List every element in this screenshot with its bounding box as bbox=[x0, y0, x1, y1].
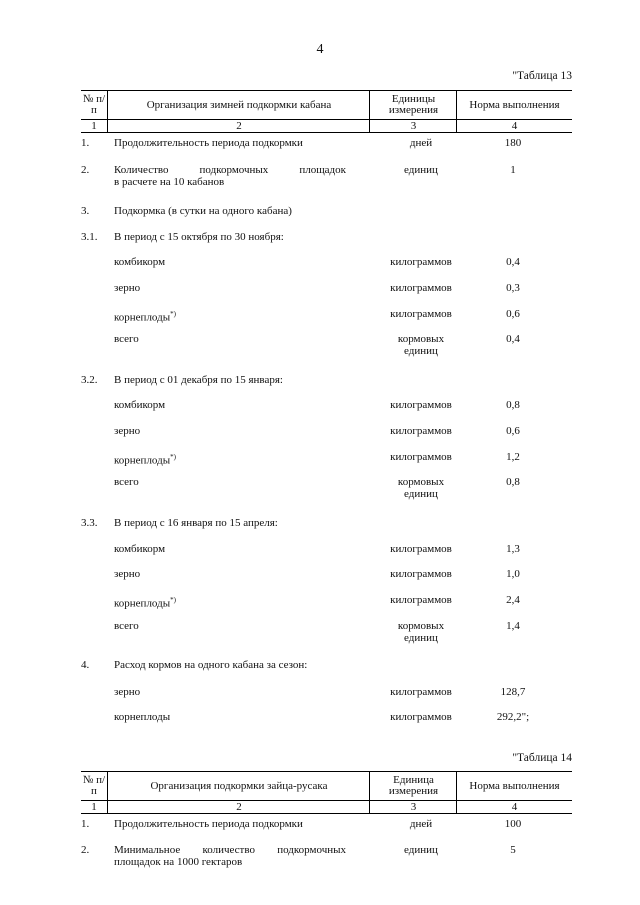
row-text-block bbox=[114, 164, 346, 188]
row-value: 0,8 bbox=[506, 399, 520, 411]
row-unit: килограммов bbox=[390, 568, 452, 580]
colnum-1: 1 bbox=[91, 119, 97, 132]
row-text: В период с 01 декабря по 15 января: bbox=[114, 374, 283, 386]
row-value: 0,4 bbox=[506, 256, 520, 268]
header-num: № п/п bbox=[82, 774, 106, 797]
colnum-2: 2 bbox=[107, 801, 370, 813]
row-unit: килограммов bbox=[390, 256, 452, 268]
header-num: № п/п bbox=[82, 93, 106, 116]
row-text: Продолжительность периода подкормки bbox=[114, 137, 303, 149]
row-unit: единиц bbox=[404, 844, 438, 856]
row-text: комбикорм bbox=[114, 256, 166, 268]
row-unit-block bbox=[361, 620, 481, 644]
row-value: 0,3 bbox=[506, 282, 520, 294]
row-text-line: площадок на 1000 гектаров bbox=[114, 856, 243, 868]
footnote-marker: *) bbox=[170, 310, 176, 318]
colnum-4: 4 bbox=[456, 801, 572, 813]
row-value: 2,4 bbox=[506, 594, 520, 606]
row-text: корнеплоды bbox=[114, 454, 171, 467]
header-name: Организация зимней подкормки кабана bbox=[107, 91, 370, 119]
row-text: Расход кормов на одного кабана за сезон: bbox=[114, 659, 308, 671]
row-value: 0,8 bbox=[506, 476, 520, 488]
row-text: В период с 15 октября по 30 ноября: bbox=[114, 231, 284, 243]
row-text-block bbox=[114, 451, 346, 467]
row-value: 180 bbox=[504, 137, 522, 149]
row-unit: кормовых bbox=[397, 620, 445, 632]
header-unit: Единицы измерения bbox=[369, 91, 457, 119]
row-unit-block bbox=[361, 476, 481, 500]
row-unit: дней bbox=[409, 137, 433, 149]
colnum-1: 1 bbox=[91, 800, 97, 813]
row-text: всего bbox=[114, 333, 139, 345]
table-14-header bbox=[81, 771, 572, 814]
column-number-row bbox=[81, 801, 572, 814]
colnum-4: 4 bbox=[456, 120, 572, 132]
row-value: 128,7 bbox=[500, 686, 526, 698]
row-unit: килограммов bbox=[390, 711, 452, 723]
row-num: 2. bbox=[81, 844, 90, 856]
row-text-block bbox=[114, 844, 346, 868]
colnum-2: 2 bbox=[107, 120, 370, 132]
row-value: 1,2 bbox=[506, 451, 520, 463]
row-text: зерно bbox=[114, 568, 141, 580]
row-unit: кормовых bbox=[397, 476, 445, 488]
row-text-line: в расчете на 10 кабанов bbox=[114, 176, 225, 188]
row-unit: килограммов bbox=[390, 282, 452, 294]
row-num: 1. bbox=[81, 818, 90, 830]
row-unit-block bbox=[361, 333, 481, 357]
row-text: корнеплоды bbox=[114, 711, 171, 723]
row-value: 0,6 bbox=[506, 425, 520, 437]
row-unit: кормовых bbox=[397, 333, 445, 345]
row-value: 1,0 bbox=[506, 568, 520, 580]
row-value: 1,4 bbox=[506, 620, 520, 632]
row-unit: килограммов bbox=[390, 425, 452, 437]
table-13-header bbox=[81, 90, 572, 133]
row-unit: килограммов bbox=[390, 308, 452, 320]
row-unit: единиц bbox=[404, 345, 438, 357]
column-number-row bbox=[81, 120, 572, 133]
header-unit: Единица измерения bbox=[369, 772, 457, 800]
row-text: Продолжительность периода подкормки bbox=[114, 818, 303, 830]
row-value: 5 bbox=[510, 844, 516, 856]
row-text: В период с 16 января по 15 апреля: bbox=[114, 517, 278, 529]
header-norm: Норма выполнения bbox=[456, 772, 572, 800]
footnote-marker: *) bbox=[170, 453, 176, 461]
row-text: всего bbox=[114, 476, 139, 488]
row-text: зерно bbox=[114, 282, 141, 294]
row-num: 3.1. bbox=[81, 231, 98, 243]
header-name: Организация подкормки зайца-русака bbox=[107, 772, 370, 800]
row-text-block bbox=[114, 594, 346, 610]
row-unit: килограммов bbox=[390, 543, 452, 555]
row-value: 1 bbox=[510, 164, 516, 176]
row-value: 292,2"; bbox=[496, 711, 530, 723]
row-text: всего bbox=[114, 620, 139, 632]
row-text: корнеплоды bbox=[114, 311, 171, 324]
table-header-row bbox=[81, 771, 572, 801]
row-num: 3.3. bbox=[81, 517, 98, 529]
row-value: 0,6 bbox=[506, 308, 520, 320]
row-unit: дней bbox=[409, 818, 433, 830]
row-value: 1,3 bbox=[506, 543, 520, 555]
row-num: 1. bbox=[81, 137, 90, 149]
row-unit: килограммов bbox=[390, 594, 452, 606]
row-value: 100 bbox=[504, 818, 522, 830]
table-13-caption: "Таблица 13 bbox=[512, 70, 572, 82]
colnum-3: 3 bbox=[369, 801, 457, 813]
row-text: зерно bbox=[114, 425, 141, 437]
row-unit: единиц bbox=[404, 164, 438, 176]
row-unit: килограммов bbox=[390, 451, 452, 463]
row-text: корнеплоды bbox=[114, 597, 171, 610]
row-num: 4. bbox=[81, 659, 90, 671]
row-unit: килограммов bbox=[390, 686, 452, 698]
row-unit: килограммов bbox=[390, 399, 452, 411]
row-text: комбикорм bbox=[114, 543, 166, 555]
row-text-line: Минимальное количество подкормочных bbox=[114, 844, 346, 856]
page-number: 4 bbox=[316, 42, 324, 57]
row-text-line: Количество подкормочных площадок bbox=[114, 164, 346, 176]
header-norm: Норма выполнения bbox=[456, 91, 572, 119]
row-num: 3. bbox=[81, 205, 90, 217]
table-header-row bbox=[81, 90, 572, 120]
row-unit: единиц bbox=[404, 488, 438, 500]
row-text: Подкормка (в сутки на одного кабана) bbox=[114, 205, 292, 217]
table-14-caption: "Таблица 14 bbox=[512, 752, 572, 764]
row-unit: единиц bbox=[404, 632, 438, 644]
row-num: 3.2. bbox=[81, 374, 98, 386]
row-num: 2. bbox=[81, 164, 90, 176]
row-text: зерно bbox=[114, 686, 141, 698]
footnote-marker: *) bbox=[170, 596, 176, 604]
row-text-block bbox=[114, 308, 346, 324]
row-text: комбикорм bbox=[114, 399, 166, 411]
row-value: 0,4 bbox=[506, 333, 520, 345]
colnum-3: 3 bbox=[369, 120, 457, 132]
